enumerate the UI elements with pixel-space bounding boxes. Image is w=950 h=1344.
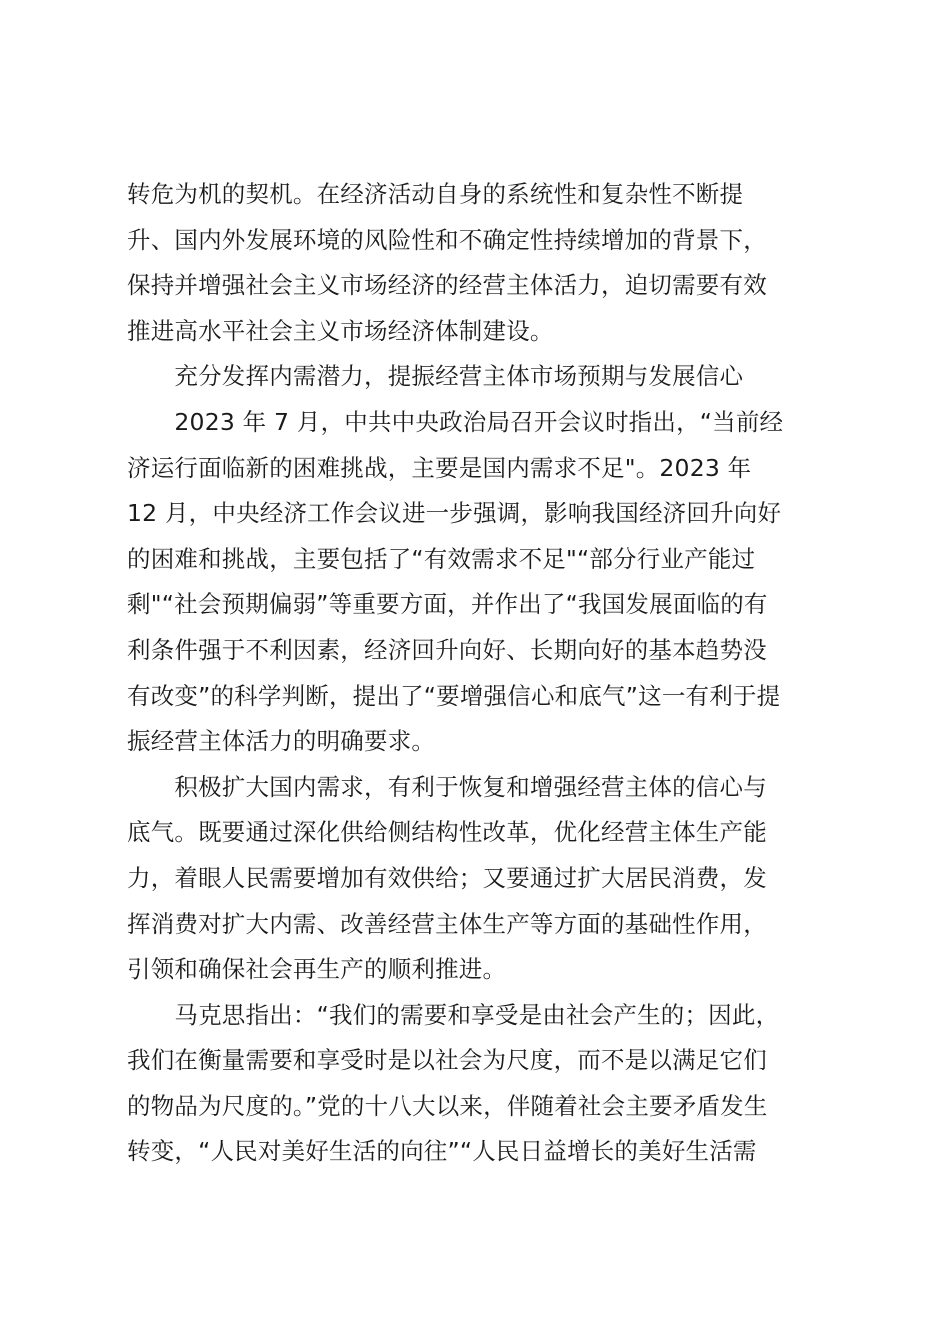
text-line: 2023 年 7 月，中共中央政治局召开会议时指出，“当前经	[127, 407, 784, 436]
section-heading: 充分发挥内需潜力，提振经营主体市场预期与发展信心	[127, 362, 744, 391]
text-line: 的困难和挑战，主要包括了“有效需求不足"“部分行业产能过	[127, 544, 756, 573]
text-line: 的物品为尺度的。”党的十八大以来，伴随着社会主要矛盾发生	[127, 1091, 768, 1120]
text-line: 转变，“人民对美好生活的向往”“人民日益增长的美好生活需	[127, 1137, 757, 1166]
text-line: 推进高水平社会主义市场经济体制建设。	[127, 316, 554, 345]
text-line: 我们在衡量需要和享受时是以社会为尺度，而不是以满足它们	[127, 1046, 767, 1075]
text-line: 马克思指出：“我们的需要和享受是由社会产生的；因此，	[127, 1000, 780, 1029]
document-body	[127, 172, 833, 1175]
text-line: 挥消费对扩大内需、改善经营主体生产等方面的基础性作用，	[127, 909, 767, 938]
text-line: 剩"“社会预期偏弱”等重要方面，并作出了“我国发展面临的有	[127, 590, 768, 619]
text-line: 升、国内外发展环境的风险性和不确定性持续增加的背景下，	[127, 225, 767, 254]
text-line: 引领和确保社会再生产的顺利推进。	[127, 955, 507, 984]
text-line: 利条件强于不利因素，经济回升向好、长期向好的基本趋势没	[127, 635, 767, 664]
text-line: 转危为机的契机。在经济活动自身的系统性和复杂性不断提	[127, 180, 744, 208]
text-line: 济运行面临新的困难挑战，主要是国内需求不足"。2023 年	[127, 453, 752, 482]
text-line: 振经营主体活力的明确要求。	[127, 727, 436, 756]
text-line: 积极扩大国内需求，有利于恢复和增强经营主体的信心与	[127, 772, 767, 801]
text-line: 保持并增强社会主义市场经济的经营主体活力，迫切需要有效	[127, 271, 767, 300]
text-line: 12 月，中央经济工作会议进一步强调，影响我国经济回升向好	[127, 499, 782, 528]
text-line: 力，着眼人民需要增加有效供给；又要通过扩大居民消费，发	[127, 863, 767, 892]
text-line: 底气。既要通过深化供给侧结构性改革，优化经营主体生产能	[127, 818, 767, 847]
text-line: 有改变”的科学判断，提出了“要增强信心和底气”这一有利于提	[127, 681, 781, 710]
